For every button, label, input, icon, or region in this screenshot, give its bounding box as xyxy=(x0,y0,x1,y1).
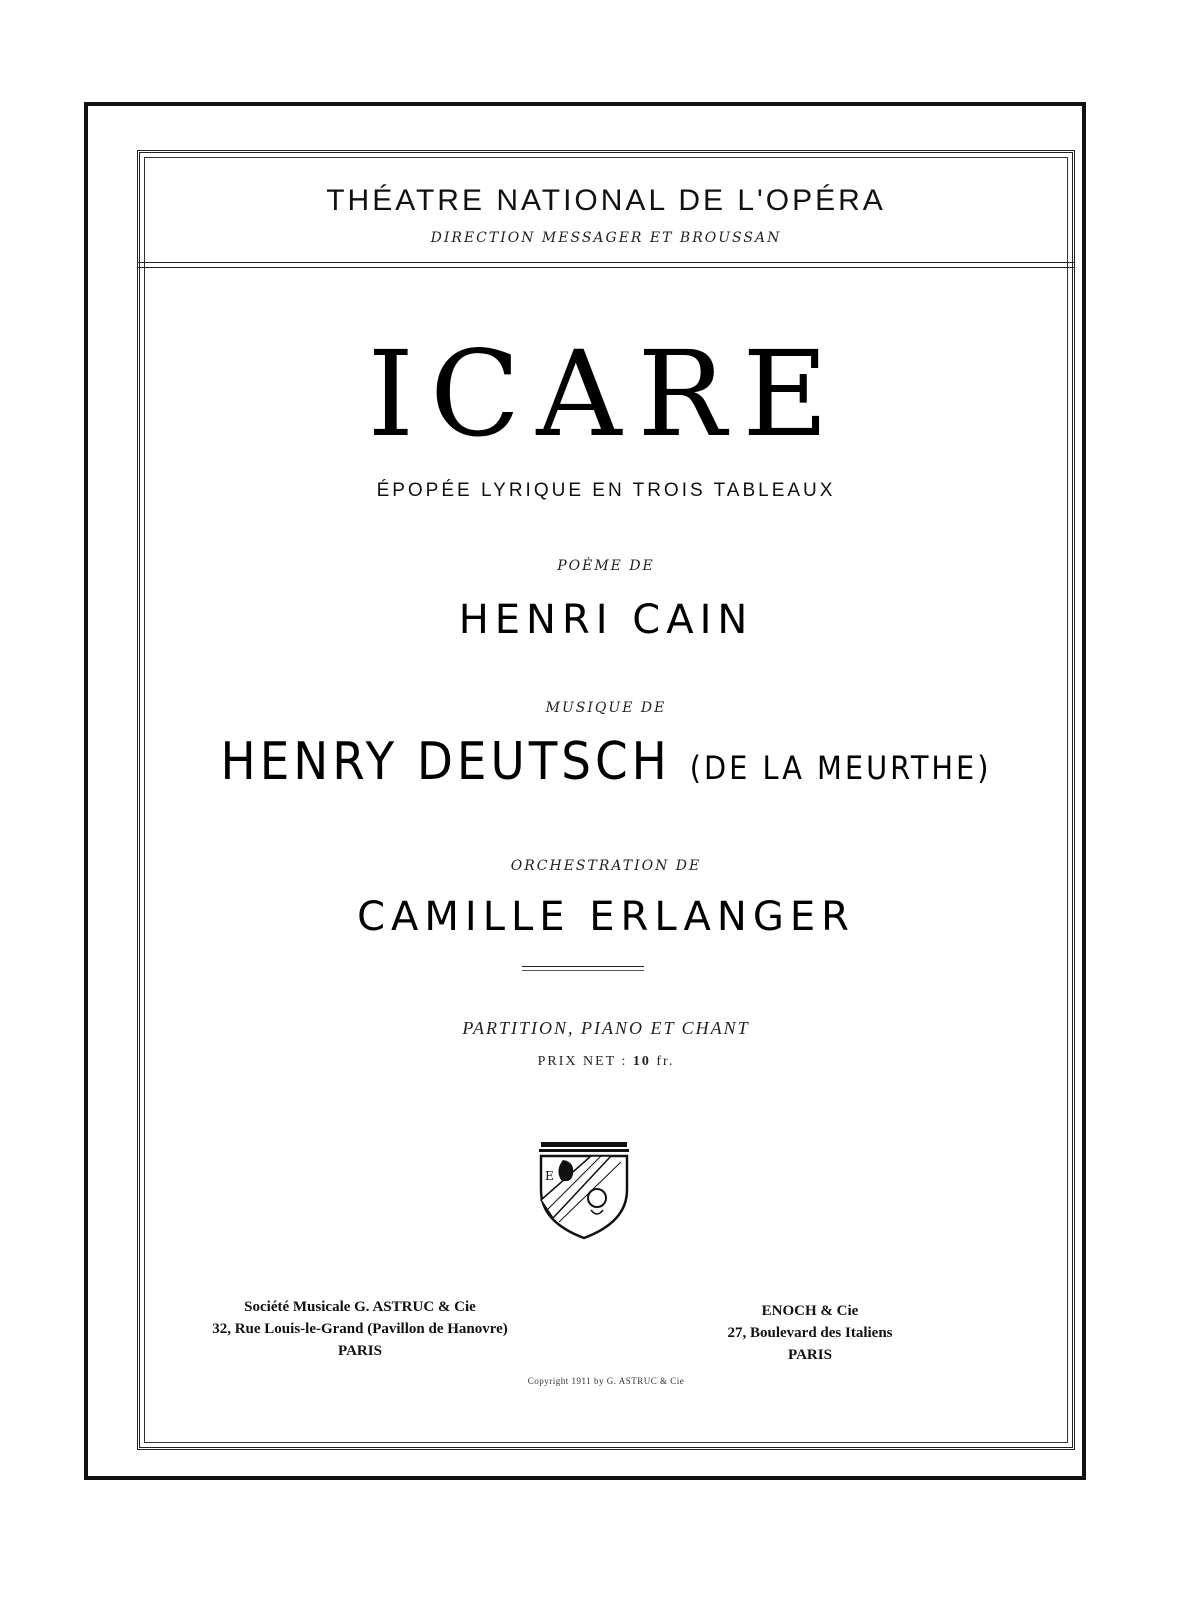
price-label: PRIX NET : xyxy=(537,1054,628,1069)
poem-label: POÈME DE xyxy=(557,558,655,574)
composer-name: HENRY DEUTSCH xyxy=(220,732,671,792)
composer-line xyxy=(137,732,1075,792)
publisher-left-address: 32, Rue Louis-le-Grand (Pavillon de Hanovre) xyxy=(212,1321,508,1337)
publisher-right xyxy=(660,1300,960,1366)
price-unit: fr. xyxy=(656,1054,675,1069)
header-divider xyxy=(137,262,1075,268)
publisher-left-name: Société Musicale G. ASTRUC & Cie xyxy=(244,1299,476,1315)
music-label: MUSIQUE DE xyxy=(545,700,667,716)
price-line xyxy=(137,1054,1075,1070)
orchestrator-name: CAMILLE ERLANGER xyxy=(357,894,855,940)
poet-name: HENRI CAIN xyxy=(458,597,754,643)
ornament-divider xyxy=(522,966,644,971)
copyright-notice: Copyright 1911 by G. ASTRUC & Cie xyxy=(527,1376,685,1386)
publisher-right-city: PARIS xyxy=(788,1347,832,1363)
composer-suffix: (DE LA MEURTHE) xyxy=(689,749,992,787)
direction-line: DIRECTION MESSAGER ET BROUSSAN xyxy=(430,230,782,246)
publisher-left xyxy=(150,1296,570,1362)
emblem-letter: E xyxy=(545,1169,554,1183)
publisher-left-city: PARIS xyxy=(338,1343,382,1359)
work-subtitle: ÉPOPÉE LYRIQUE EN TROIS TABLEAUX xyxy=(376,480,836,501)
work-title: ICARE xyxy=(367,325,845,463)
price-value: 10 xyxy=(632,1054,651,1069)
publisher-right-name: ENOCH & Cie xyxy=(761,1303,859,1319)
edition-format: PARTITION, PIANO ET CHANT xyxy=(462,1018,750,1038)
publisher-right-address: 27, Boulevard des Italiens xyxy=(727,1325,893,1341)
publisher-shield-crest-icon xyxy=(531,1140,637,1240)
theatre-name: THÉATRE NATIONAL DE L'OPÉRA xyxy=(326,184,886,217)
orchestration-label: ORCHESTRATION DE xyxy=(510,858,702,874)
header-band xyxy=(137,150,1075,272)
